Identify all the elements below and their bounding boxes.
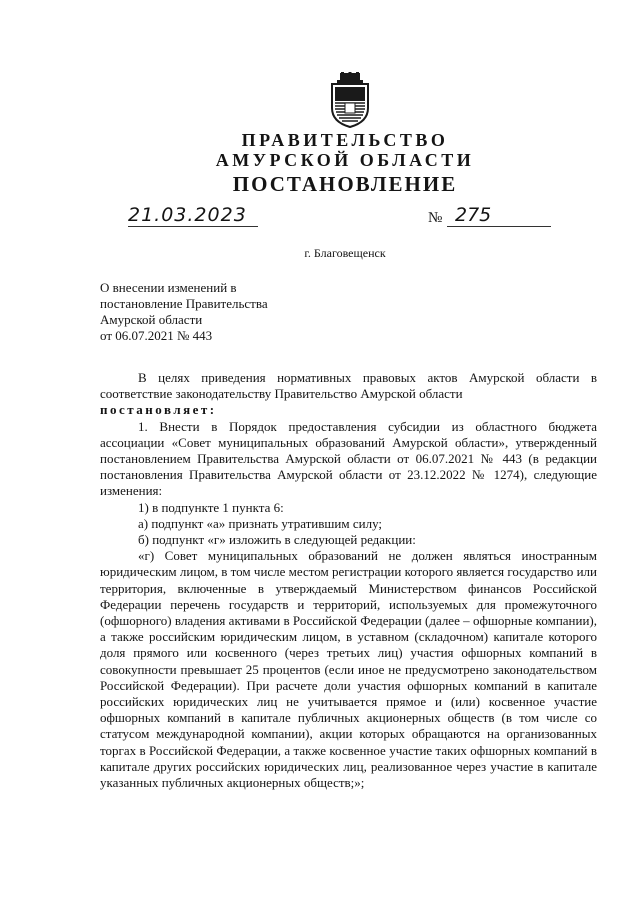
paragraph-3: а) подпункт «а» признать утратившим силу; [138,515,383,531]
region-title: АМУРСКОЙ ОБЛАСТИ [215,150,475,170]
paragraph-5: «г) Совет муниципальных образований не должен являться иностранным юридическим лицом, в том числе местом регистрации которого является государство или территория, включенные в утверждаемый Министерством финансов Российской Федерации перечень государств и территорий, используемых для промежуточного (офшорного) владения активами в Российской Федерации (далее – офшорные компании), а также российским юридическим лицом, в уставном (складочном) капитале которого доля прямого или косвенного (через третьих лиц) участия офшорных компаний в совокупности превышает 25 процентов (если иное не предусмотрено законодательством Российской Федерации). При расчете доли участия офшорных компаний в капитале российских юридических лиц не учитывается прямое и (или) косвенное участие офшорных компаний в капитале публичных акционерных обществ (в том числе со статусом международной компании), акции которых обращаются на организованных торгах в Российской Федерации, а также косвенное участие таких офшорных компаний в капитале других российских юридических лиц, реализованное через участие в капитале указанных публичных акционерных обществ;»; [100,548,597,791]
subject-block [100,280,268,344]
document-type-title: ПОСТАНОВЛЕНИЕ [232,172,458,196]
paragraph-4: б) подпункт «г» изложить в следующей редакции: [138,532,416,548]
resolution-date: 21.03.2023 [128,204,258,227]
subject-line: О внесении изменений в [100,280,237,295]
amur-region-coat-of-arms-icon [328,72,372,128]
government-title: ПРАВИТЕЛЬСТВО [241,130,449,150]
resolves-word: постановляет: [100,402,217,418]
city-line: г. Благовещенск [304,246,386,260]
document-body [100,370,597,791]
paragraph-2: 1) в подпункте 1 пункта 6: [138,499,284,515]
number-label: № [428,210,443,226]
subject-line: постановление Правительства [100,296,268,311]
subject-line: от 06.07.2021 № 443 [100,328,213,343]
subject-line: Амурской области [100,312,203,327]
intro-paragraph: В целях приведения нормативных правовых актов Амурской области в соответствие законодательству Правительство Амурской области [100,370,597,402]
paragraph-1: 1. Внести в Порядок предоставления субсидии из областного бюджета ассоциации «Совет муниципальных образований Амурской области», утвержденный постановлением Правительства Амурской области от 06.07.2021 № 443 (в редакции постановления Правительства Амурской области от 23.12.2022 № 1274), следующие изменения: [100,418,597,499]
resolution-number: 275 [447,204,551,227]
